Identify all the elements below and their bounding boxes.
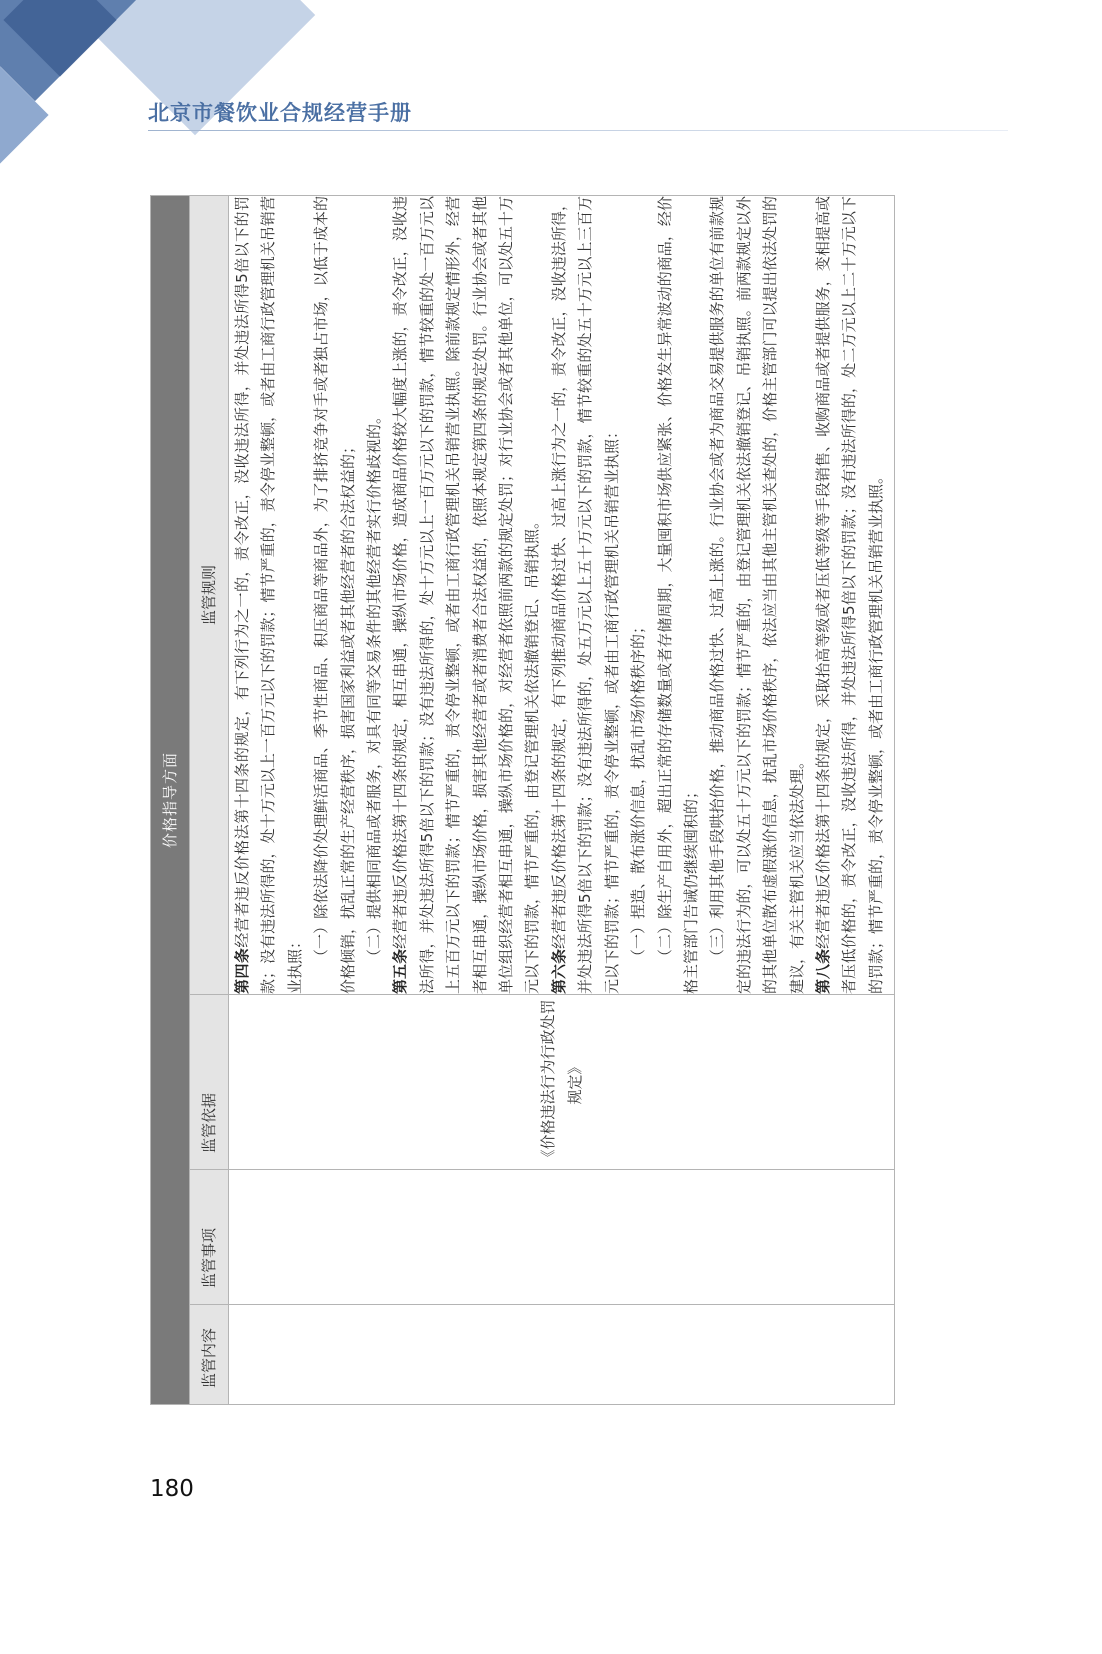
rule-paragraph <box>810 196 889 994</box>
rule-text: （二）除生产自用外，超出正常的存储数量或者存储周期，大量囤积市场供应紧张、价格发生异常波动的商品，经价格主管部门告诫仍继续囤积的； <box>655 196 700 994</box>
rule-text: 经营者违反价格法第十四条的规定，采取抬高等级或者压低等级等手段销售、收购商品或者提供服务，变相提高或者压低价格的，责令改正，没收违法所得，并处违法所得5倍以下的罚款；没有违法所得的，处二万元以上二十万元以下的罚款；情节严重的，责令停业整顿，或者由工商行政管理机关吊销营业执照。 <box>813 196 885 994</box>
rule-text: 经营者违反价格法第十四条的规定，有下列推动商品价格过快、过高上涨行为之一的，责令改正，没收违法所得，并处违法所得5倍以下的罚款；没有违法所得的，处五万元以上五十万元以下的罚款，情节较重的处五十万元以上三百万元以下的罚款；情节严重的，责令停业整顿，或者由工商行政管理机关吊销营业执照： <box>549 196 621 994</box>
column-header-basis: 监管依据 <box>190 995 229 1170</box>
rules-cell <box>229 196 895 995</box>
article-number: 第六条 <box>549 948 568 994</box>
rule-paragraph <box>625 196 651 994</box>
rule-paragraph <box>546 196 625 994</box>
article-number: 第八条 <box>813 948 832 994</box>
rule-text: （三）利用其他手段哄抬价格，推动商品价格过快、过高上涨的。行业协会或者为商品交易提供服务的单位有前款规定的违法行为的，可以处五十万元以下的罚款；情节严重的，由登记管理机关依法撤销登记、吊销执照。前两款规定以外的其他单位散布虚假涨价信息，扰乱市场价格秩序，依法应当由其他主管机关查处的，价格主管部门可以提出依法处罚的建议，有关主管机关应当依法处理。 <box>708 196 806 994</box>
basis-cell: 《价格违法行为行政处罚规定》 <box>229 995 895 1170</box>
column-header-content: 监管内容 <box>190 1305 229 1405</box>
rule-paragraph <box>387 196 545 994</box>
rule-paragraph <box>308 196 361 994</box>
rule-paragraph <box>361 196 387 994</box>
section-header: 价格指导方面 <box>151 196 190 1405</box>
running-header-title: 北京市餐饮业合规经营手册 <box>148 101 412 125</box>
page-number: 180 <box>150 1476 194 1502</box>
rotated-table-wrapper <box>150 195 895 1405</box>
rule-paragraph <box>704 196 810 994</box>
rule-text: 经营者违反价格法第十四条的规定，相互串通，操纵市场价格，造成商品价格较大幅度上涨的，责令改正，没收违法所得，并处违法所得5倍以下的罚款；没有违法所得的，处十万元以上一百万元以下的罚款，情节较重的处一百万元以上五百万元以下的罚款；情节严重的，责令停业整顿，或者由工商行政管理机关吊销营业执照。除前款规定情形外，经营者相互串通，操纵市场价格，损害其他经营者或者消费者合法权益的，依照本规定第四条的规定处罚。行业协会或者其他单位组织经营者相互串通，操纵市场价格的，对经营者依照前两款的规定处罚；对行业协会或者其他单位，可以处五十万元以下的罚款，情节严重的，由登记管理机关依法撤销登记、吊销执照。 <box>391 196 542 994</box>
article-number: 第五条 <box>391 948 410 994</box>
article-number: 第四条 <box>233 947 251 994</box>
column-header-item: 监管事项 <box>190 1170 229 1305</box>
rule-text: 经营者违反价格法第十四条的规定，有下列行为之一的，责令改正，没收违法所得，并处违法所得5倍以下的罚款；没有违法所得的，处十万元以上一百万元以下的罚款；情节严重的，责令停业整顿，或者由工商行政管理机关吊销营业执照： <box>233 196 304 994</box>
rule-paragraph <box>229 196 308 994</box>
rule-paragraph <box>652 196 705 994</box>
rule-text: （一）除依法降价处理鲜活商品、季节性商品、积压商品等商品外，为了排挤竞争对手或者独占市场，以低于成本的价格倾销，扰乱正常的生产经营秩序，损害国家利益或者其他经营者的合法权益的； <box>312 196 357 994</box>
item-cell <box>229 1170 895 1305</box>
header-divider <box>148 130 1008 131</box>
rule-text: （一）捏造、散布涨价信息，扰乱市场价格秩序的； <box>629 618 648 964</box>
rule-text: （二）提供相同商品或者服务，对具有同等交易条件的其他经营者实行价格歧视的。 <box>365 408 384 964</box>
column-header-rules: 监管规则 <box>190 196 229 995</box>
content-cell <box>229 1305 895 1405</box>
regulation-table <box>150 195 895 1405</box>
